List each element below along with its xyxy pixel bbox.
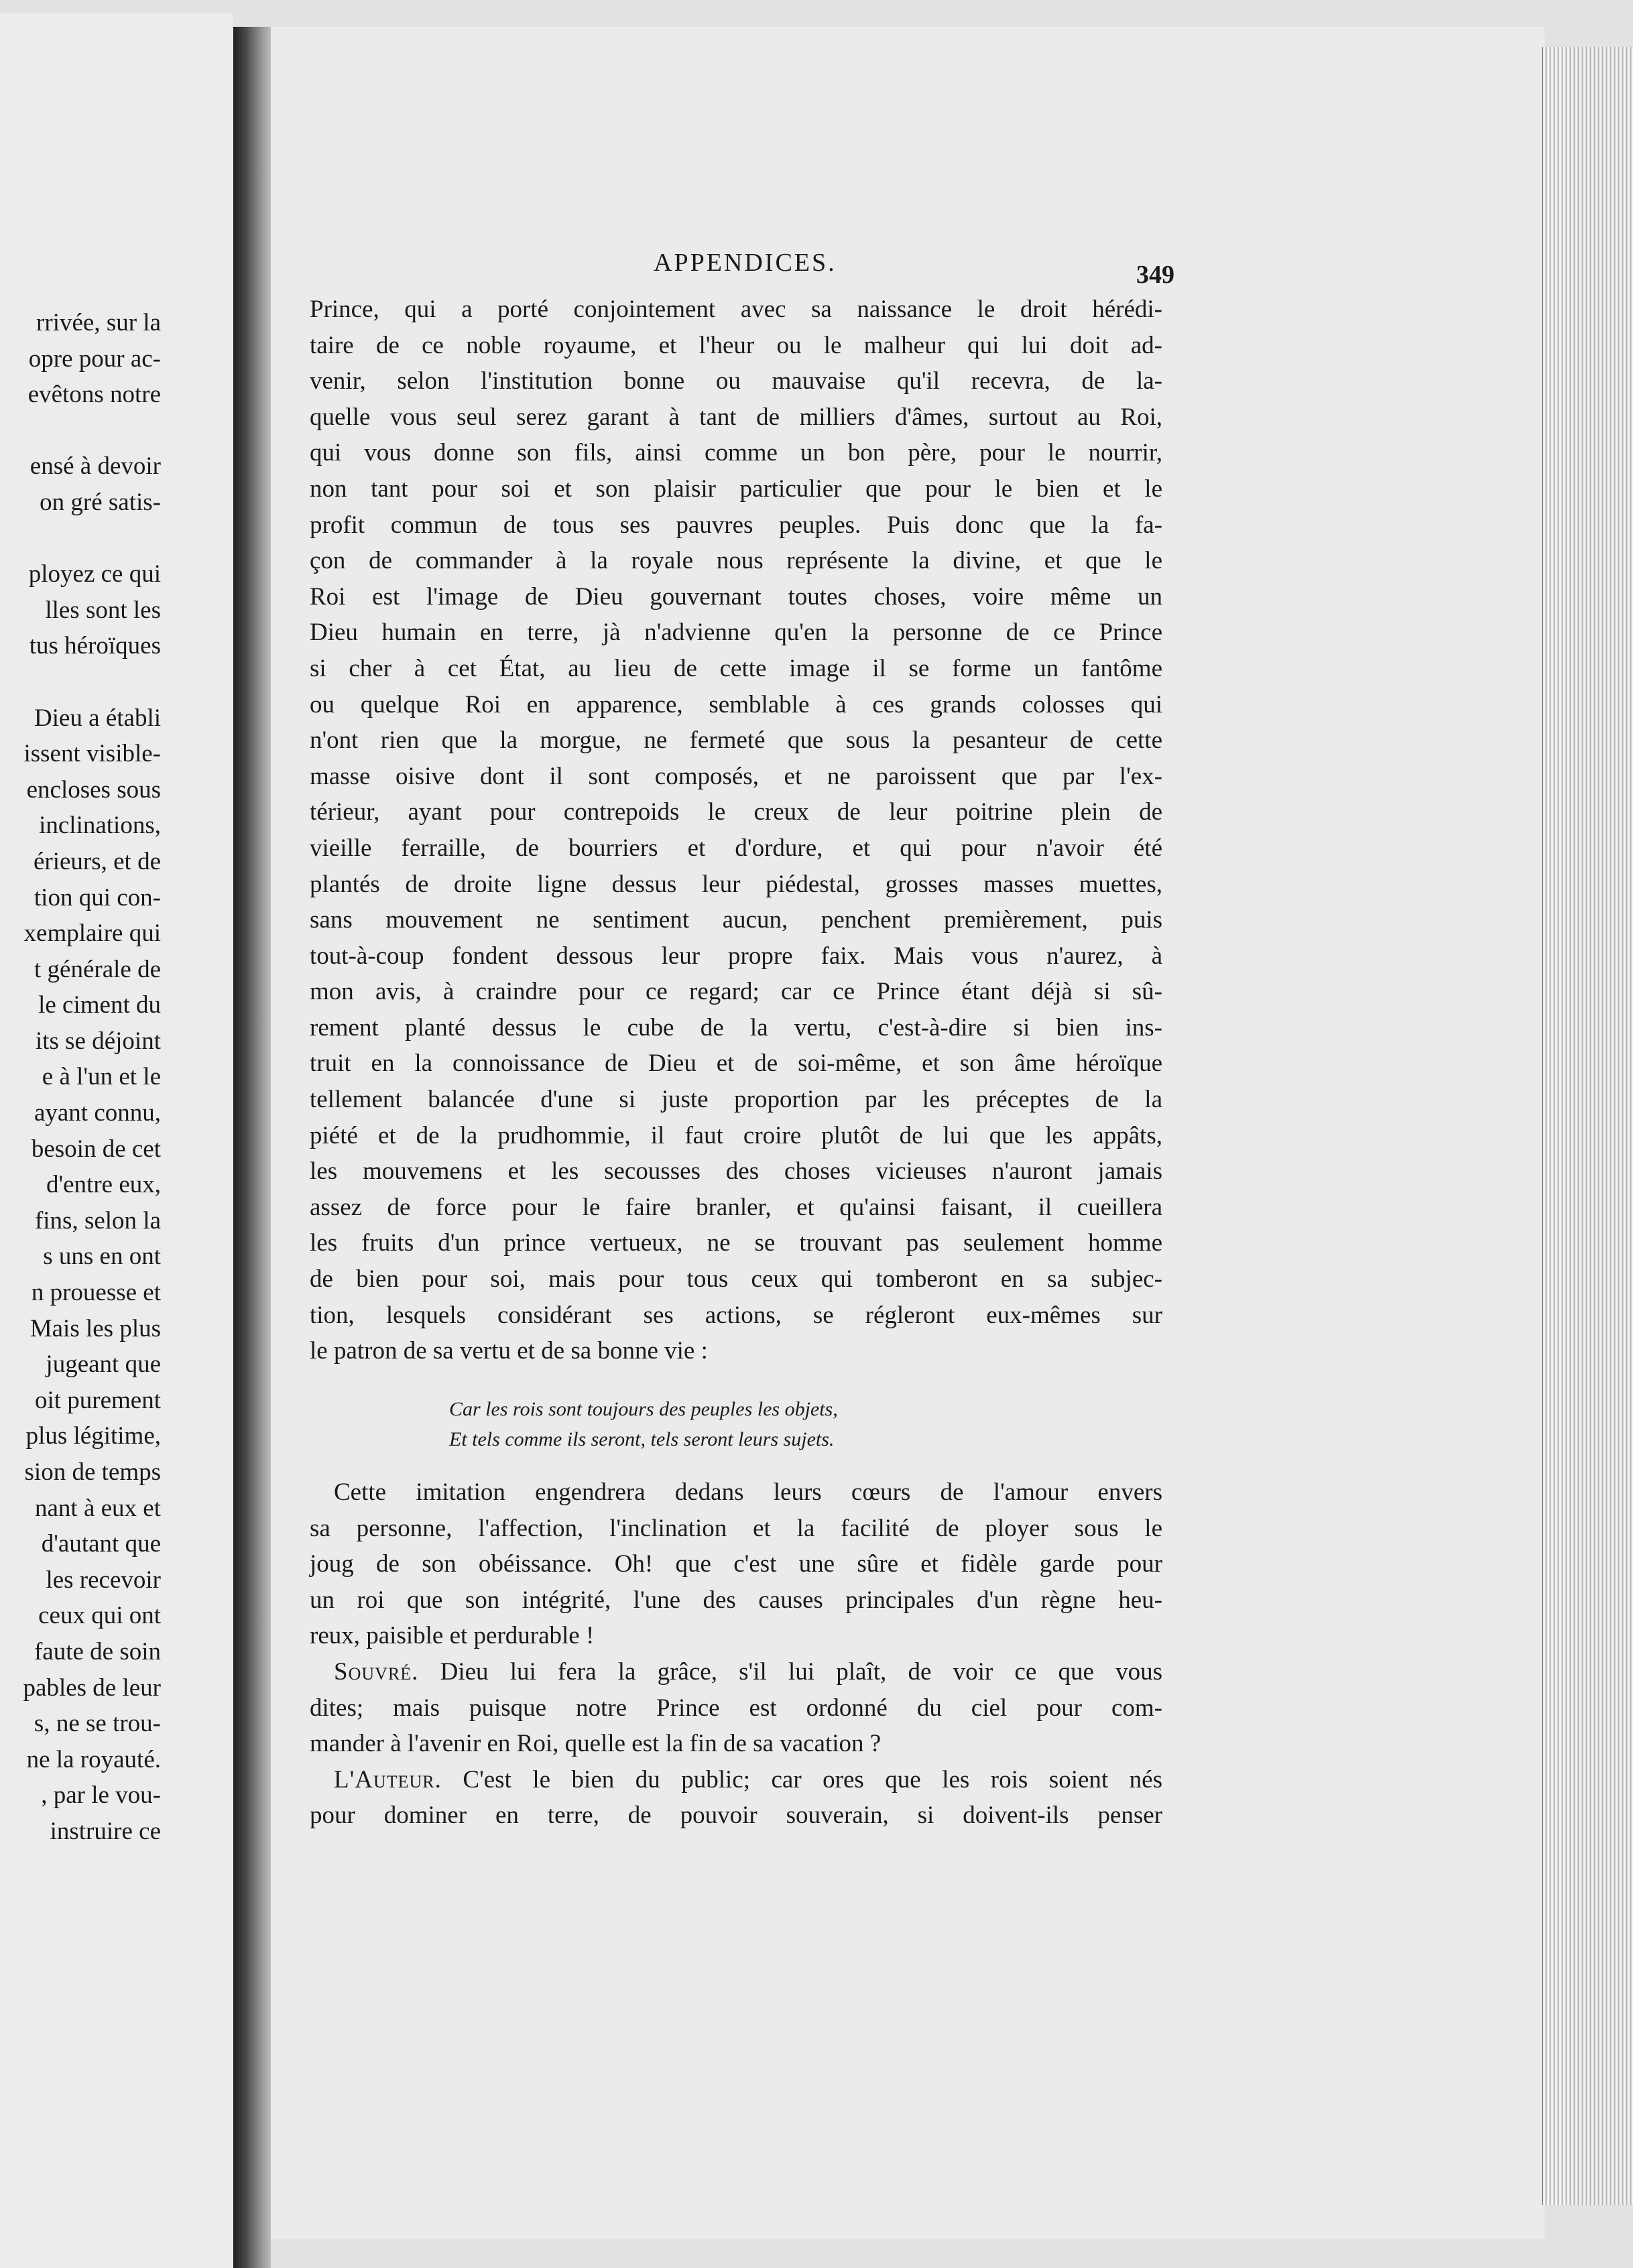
text-line: qui vous donne son fils, ainsi comme un bon père, pour le nourrir, bbox=[310, 439, 1162, 467]
text-line: çon de commander à la royale nous représente la divine, et que le bbox=[310, 547, 1162, 575]
line-text: mander à l'avenir en Roi, quelle est la fin de sa vacation ? bbox=[310, 1730, 882, 1758]
text-line bbox=[310, 1798, 1162, 1834]
text-line: ou quelque Roi en apparence, semblable à ces grands colosses qui bbox=[310, 690, 1162, 718]
text-line: taire de ce noble royaume, et l'heur ou le malheur qui lui doit ad- bbox=[310, 331, 1162, 359]
text-line: quelle vous seul serez garant à tant de milliers d'âmes, surtout au Roi, bbox=[310, 403, 1162, 431]
page-number: 349 bbox=[1136, 261, 1174, 289]
text-line: si cher à cet État, au lieu de cette image il se forme un fantôme bbox=[310, 654, 1162, 682]
previous-page-line: pables de leur bbox=[23, 1674, 161, 1702]
text-line: le patron de sa vertu et de sa bonne vie : bbox=[310, 1337, 708, 1365]
speaker-name: L'Auteur. bbox=[334, 1765, 442, 1793]
previous-page-line: n prouesse et bbox=[31, 1279, 161, 1307]
text-line bbox=[310, 1726, 1162, 1762]
text-line: tion, lesquels considérant ses actions, se régleront eux-mêmes sur bbox=[310, 1301, 1162, 1329]
previous-page-line: tion qui con- bbox=[34, 883, 161, 911]
previous-page-line: le ciment du bbox=[38, 991, 161, 1019]
previous-page-fragment bbox=[0, 13, 233, 2268]
previous-page-line: besoin de cet bbox=[31, 1135, 161, 1163]
previous-page-line: issent visible- bbox=[23, 740, 161, 768]
previous-page-line: s uns en ont bbox=[43, 1243, 161, 1271]
text-line: assez de force pour le faire branler, et qu'ainsi faisant, il cueillera bbox=[310, 1193, 1162, 1221]
previous-page-line: ayant connu, bbox=[34, 1099, 161, 1127]
previous-page-line: on gré satis- bbox=[40, 488, 161, 516]
text-line: masse oisive dont il sont composés, et ne paroissent que par l'ex- bbox=[310, 762, 1162, 790]
previous-page-line: ensé à devoir bbox=[29, 452, 161, 481]
text-line: les fruits d'un prince vertueux, ne se trouvant pas seulement homme bbox=[310, 1229, 1162, 1257]
previous-page-line bbox=[0, 413, 161, 449]
line-text: pour dominer en terre, de pouvoir souverain, si doivent-ils penser bbox=[310, 1802, 1162, 1830]
previous-page-line: d'autant que bbox=[41, 1530, 161, 1558]
verse-quotation bbox=[449, 1394, 838, 1454]
previous-page-line: evêtons notre bbox=[27, 381, 161, 409]
previous-page-line: opre pour ac- bbox=[28, 344, 161, 373]
speaker-name: Souvré. bbox=[334, 1657, 419, 1686]
previous-page-text bbox=[0, 305, 161, 1850]
previous-page-line: ceux qui ont bbox=[38, 1602, 161, 1630]
previous-page-line: xemplaire qui bbox=[23, 920, 161, 948]
paragraph-continuation bbox=[310, 1474, 1162, 1834]
previous-page-line: rrivée, sur la bbox=[36, 309, 161, 336]
text-line: rement planté dessus le cube de la vertu, c'est-à-dire si bien ins- bbox=[310, 1013, 1162, 1042]
previous-page-line: sion de temps bbox=[24, 1458, 161, 1486]
previous-page-line: d'entre eux, bbox=[46, 1171, 161, 1199]
text-line: Prince, qui a porté conjointement avec sa naissance le droit hérédi- bbox=[310, 296, 1162, 323]
text-line: profit commun de tous ses pauvres peuples. Puis donc que la fa- bbox=[310, 511, 1162, 539]
text-line: un roi que son intégrité, l'une des causes principales d'un règne heu- bbox=[310, 1586, 1162, 1614]
previous-page-line: e à l'un et le bbox=[42, 1063, 161, 1091]
line-text: C'est le bien du public; car ores que les rois soient nés bbox=[463, 1765, 1162, 1793]
previous-page-line: lles sont les bbox=[45, 596, 161, 624]
text-line: Roi est l'image de Dieu gouvernant toutes choses, voire même un bbox=[310, 582, 1162, 611]
previous-page-line bbox=[0, 664, 161, 700]
line-text: Dieu lui fera la grâce, s'il lui plaît, de voir ce que vous bbox=[440, 1657, 1163, 1686]
paragraph-main bbox=[310, 292, 1162, 1369]
text-line: venir, selon l'institution bonne ou mauvaise qu'il recevra, de la- bbox=[310, 367, 1162, 395]
previous-page-line: ployez ce qui bbox=[28, 560, 161, 588]
previous-page-line: fins, selon la bbox=[34, 1206, 161, 1235]
text-line: tellement balancée d'une si juste proportion par les préceptes de la bbox=[310, 1086, 1162, 1114]
text-line: n'ont rien que la morgue, ne fermeté que sous la pesanteur de cette bbox=[310, 727, 1162, 755]
previous-page-line: oit purement bbox=[34, 1386, 161, 1414]
text-line: sans mouvement ne sentiment aucun, penchent premièrement, puis bbox=[310, 906, 1162, 934]
previous-page-line: encloses sous bbox=[26, 775, 161, 804]
previous-page-line: plus légitime, bbox=[25, 1422, 161, 1450]
previous-page-line: Mais les plus bbox=[29, 1314, 161, 1342]
previous-page-line: jugeant que bbox=[46, 1350, 161, 1379]
previous-page-line: les recevoir bbox=[46, 1566, 161, 1594]
previous-page-line: t générale de bbox=[34, 955, 161, 983]
page-edges bbox=[1542, 47, 1633, 2205]
previous-page-line: tus héroïques bbox=[29, 632, 161, 660]
verse-line: Et tels comme ils seront, tels seront leurs sujets. bbox=[449, 1428, 835, 1450]
text-line: mon avis, à craindre pour ce regard; car ce Prince étant déjà si sû- bbox=[310, 978, 1162, 1006]
text-line bbox=[310, 1762, 1162, 1798]
verse-line: Car les rois sont toujours des peuples les objets, bbox=[449, 1398, 838, 1420]
text-line: truit en la connoissance de Dieu et de soi-même, et son âme héroïque bbox=[310, 1050, 1162, 1078]
previous-page-line: inclinations, bbox=[39, 812, 161, 840]
text-line: non tant pour soi et son plaisir particulier que pour le bien et le bbox=[310, 475, 1162, 503]
text-line: vieille ferraille, de bourriers et d'ordure, et qui pour n'avoir été bbox=[310, 834, 1162, 862]
previous-page-line bbox=[0, 521, 161, 557]
text-line: plantés de droite ligne dessus leur piédestal, grosses masses muettes, bbox=[310, 870, 1162, 898]
text-line: Dieu humain en terre, jà n'advienne qu'en la personne de ce Prince bbox=[310, 619, 1162, 647]
previous-page-line: Dieu a établi bbox=[34, 704, 161, 732]
text-line: piété et de la prudhommie, il faut croire plutôt de lui que les appâts, bbox=[310, 1121, 1162, 1149]
running-head: APPENDICES. bbox=[654, 249, 837, 277]
text-line: les mouvemens et les secousses des choses vicieuses n'auront jamais bbox=[310, 1157, 1162, 1186]
text-line: Cette imitation engendrera dedans leurs cœurs de l'amour envers bbox=[334, 1478, 1162, 1506]
text-line bbox=[310, 1690, 1162, 1726]
line-text: dites; mais puisque notre Prince est ordonné du ciel pour com- bbox=[310, 1694, 1162, 1722]
previous-page-line: , par le vou- bbox=[41, 1781, 161, 1810]
text-line: sa personne, l'affection, l'inclination et la facilité de ployer sous le bbox=[310, 1514, 1162, 1542]
previous-page-line: faute de soin bbox=[34, 1637, 161, 1665]
text-line: térieur, ayant pour contrepoids le creux de leur poitrine plein de bbox=[310, 798, 1162, 826]
text-line: joug de son obéissance. Oh! que c'est une sûre et fidèle garde pour bbox=[310, 1550, 1162, 1578]
book-gutter bbox=[233, 27, 271, 2268]
text-line: tout-à-coup fondent dessous leur propre faix. Mais vous n'aurez, à bbox=[310, 942, 1162, 970]
previous-page-line: nant à eux et bbox=[35, 1494, 161, 1522]
text-line: reux, paisible et perdurable ! bbox=[310, 1622, 595, 1650]
previous-page-line: its se déjoint bbox=[35, 1027, 161, 1055]
text-line: de bien pour soi, mais pour tous ceux qui tomberont en sa subjec- bbox=[310, 1265, 1162, 1294]
previous-page-line: s, ne se trou- bbox=[34, 1710, 161, 1738]
previous-page-line: ne la royauté. bbox=[26, 1745, 161, 1773]
previous-page-line: érieurs, et de bbox=[33, 847, 161, 875]
previous-page-line: instruire ce bbox=[50, 1817, 161, 1845]
text-line bbox=[310, 1654, 1162, 1690]
